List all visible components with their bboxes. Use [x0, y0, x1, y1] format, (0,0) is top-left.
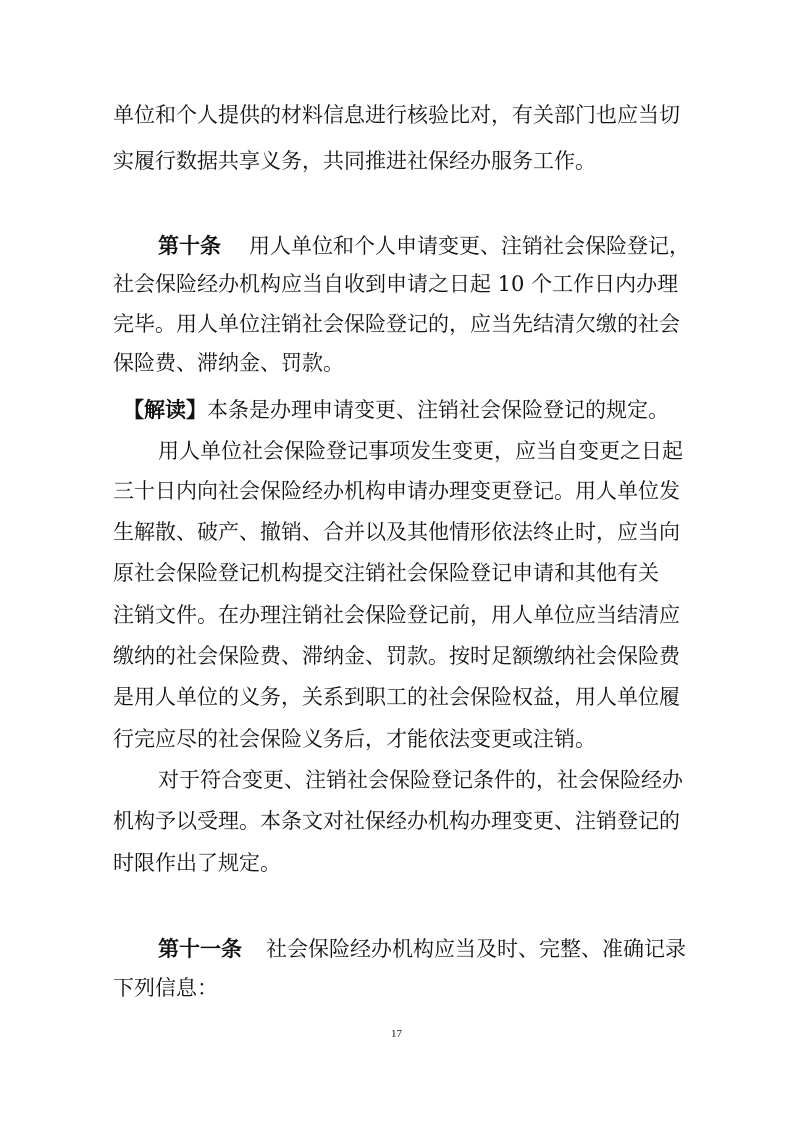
article-11-first-line: [158, 937, 686, 961]
body-text-line: 行完应尽的社会保险义务后，才能依法变更或注销。: [113, 727, 596, 751]
body-text-line: 实履行数据共享义务，共同推进社保经办服务工作。: [113, 149, 596, 173]
body-text-line: 完毕。用人单位注销社会保险登记的，应当先结清欠缴的社会: [113, 312, 680, 336]
body-text-line: 机构予以受理。本条文对社保经办机构办理变更、注销登记的: [113, 809, 680, 833]
article-11-heading: 第十一条: [158, 936, 242, 961]
body-text-line: 注销文件。在办理注销社会保险登记前，用人单位应当结清应: [113, 603, 680, 627]
body-text-line: 用人单位社会保险登记事项发生变更，应当自变更之日起: [158, 439, 683, 463]
body-text-line: 缴纳的社会保险费、滞纳金、罚款。按时足额缴纳社会保险费: [113, 644, 680, 668]
article-10-first-line: [158, 234, 690, 258]
article-10-heading: 第十条: [158, 233, 221, 258]
article-11-text: 社会保险经办机构应当及时、完整、准确记录: [266, 937, 686, 961]
body-text-line: 生解散、破产、撤销、合并以及其他情形依法终止时，应当向: [113, 520, 680, 544]
article-10-text: 用人单位和个人申请变更、注销社会保险登记，: [249, 234, 690, 258]
page-number: 17: [391, 1028, 402, 1040]
body-text-line: 三十日内向社会保险经办机构申请办理变更登记。用人单位发: [113, 479, 680, 503]
body-text-line: 单位和个人提供的材料信息进行核验比对，有关部门也应当切: [113, 103, 680, 127]
body-text-line: 下列信息：: [113, 976, 218, 1000]
body-text-line: 保险费、滞纳金、罚款。: [113, 351, 344, 375]
interpretation-label: 【解读】: [123, 397, 207, 422]
body-text-line: 是用人单位的义务，关系到职工的社会保险权益，用人单位履: [113, 685, 680, 709]
interpretation-first-line: [123, 398, 669, 422]
body-text-line: 对于符合变更、注销社会保险登记条件的，社会保险经办: [158, 768, 683, 792]
body-text-line: 原社会保险登记机构提交注销社会保险登记申请和其他有关: [113, 561, 659, 585]
body-text-line: 社会保险经办机构应当自收到申请之日起 10 个工作日内办理: [113, 272, 679, 296]
interpretation-text: 本条是办理申请变更、注销社会保险登记的规定。: [207, 398, 669, 422]
body-text-line: 时限作出了规定。: [113, 851, 281, 875]
